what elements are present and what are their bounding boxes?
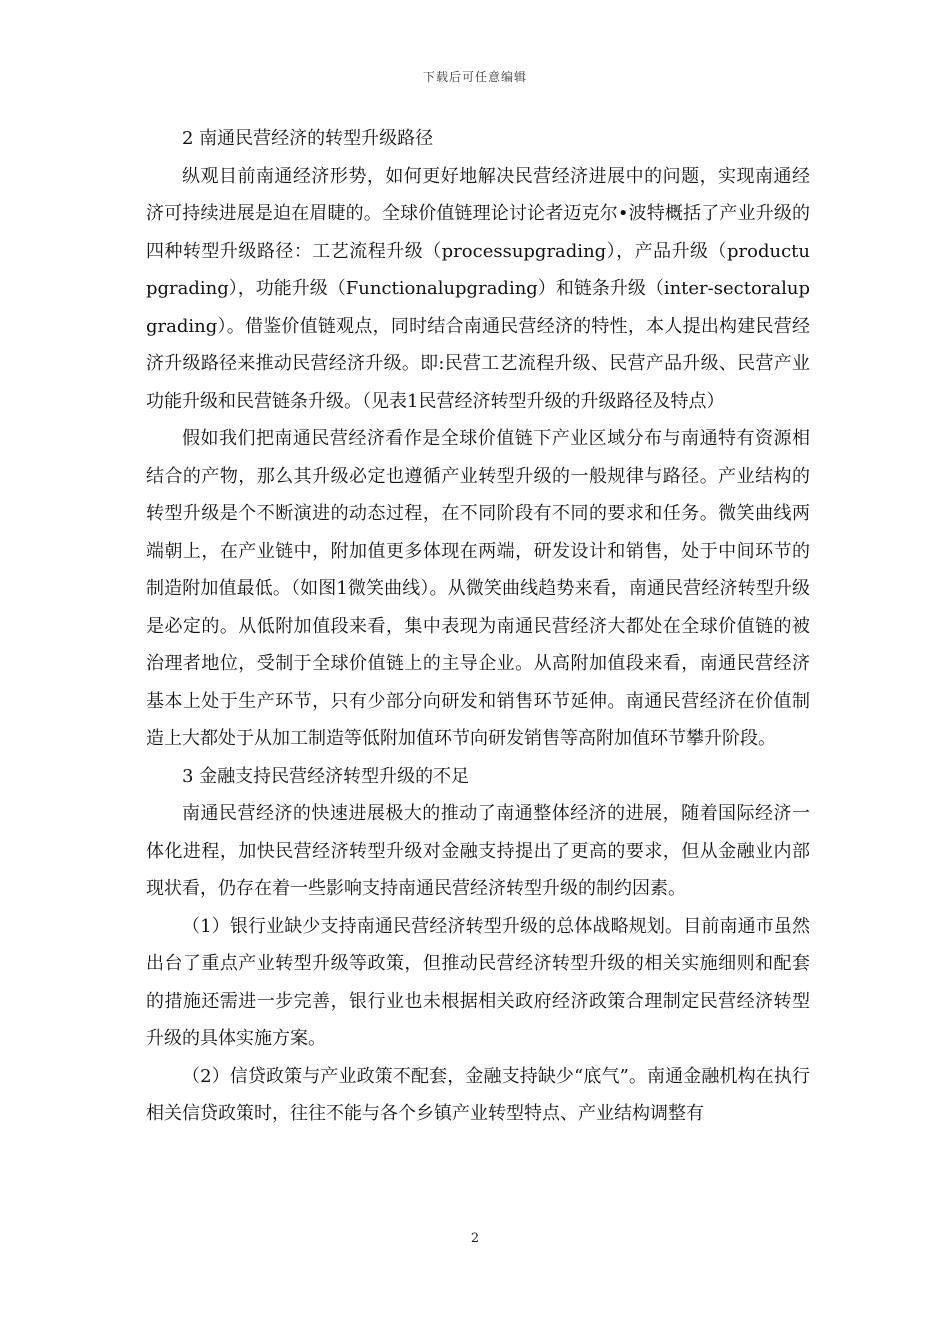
section-heading-3: 3 金融支持民营经济转型升级的不足	[182, 765, 470, 787]
paragraph: 南通民营经济的快速进展极大的推动了南通整体经济的进展，随着国际经济一体化进程，加快民营经济转型升级对金融支持提出了更高的要求，但从金融业内部现状看，仍存在着一些影响支持南通民营经济转型升级的制约因素。	[146, 803, 810, 899]
paragraph: 纵观目前南通经济形势，如何更好地解决民营经济进展中的问题，实现南通经济可持续进展是迫在眉睫的。全球价值链理论讨论者迈克尔•波特概括了产业升级的四种转型升级路径：工艺流程升级（processupgrading），产品升级（productupgrading），功能升级（Functionalupgrading）和链条升级（inter-sectoralupgrading）。借鉴价值链观点，同时结合南通民营经济的特性，本人提出构建民营经济升级路径来推动民营经济升级。即:民营工艺流程升级、民营产品升级、民营产业功能升级和民营链条升级。（见表1民营经济转型升级的升级路径及特点）	[146, 165, 810, 412]
section-heading-2: 2 南通民营经济的转型升级路径	[182, 128, 434, 149]
document-body	[146, 120, 810, 1133]
page-header: 下载后可任意编辑	[422, 70, 527, 84]
paragraph: 假如我们把南通民营经济看作是全球价值链下产业区域分布与南通特有资源相结合的产物，那么其升级必定也遵循产业转型升级的一般规律与路径。产业结构的转型升级是个不断演进的动态过程，在不同阶段有不同的要求和任务。微笑曲线两端朝上，在产业链中，附加值更多体现在两端，研发设计和销售，处于中间环节的制造附加值最低。（如图1微笑曲线）。从微笑曲线趋势来看，南通民营经济转型升级是必定的。从低附加值段来看，集中表现为南通民营经济大都处在全球价值链的被治理者地位，受制于全球价值链上的主导企业。从高附加值段来看，南通民营经济基本上处于生产环节，只有少部分向研发和销售环节延伸。南通民营经济在价值制造上大都处于从加工制造等低附加值环节向研发销售等高附加值环节攀升阶段。	[146, 428, 810, 749]
page-number: 2	[470, 1231, 480, 1246]
paragraph: （1）银行业缺少支持南通民营经济转型升级的总体战略规划。目前南通市虽然出台了重点产业转型升级等政策，但推动民营经济转型升级的相关实施细则和配套的措施还需进一步完善，银行业也未根据相关政府经济政策合理制定民营经济转型升级的具体实施方案。	[146, 915, 810, 1049]
paragraph: （2）信贷政策与产业政策不配套，金融支持缺少“底气”。南通金融机构在执行相关信贷政策时，往往不能与各个乡镇产业转型特点、产业结构调整有	[146, 1065, 810, 1124]
